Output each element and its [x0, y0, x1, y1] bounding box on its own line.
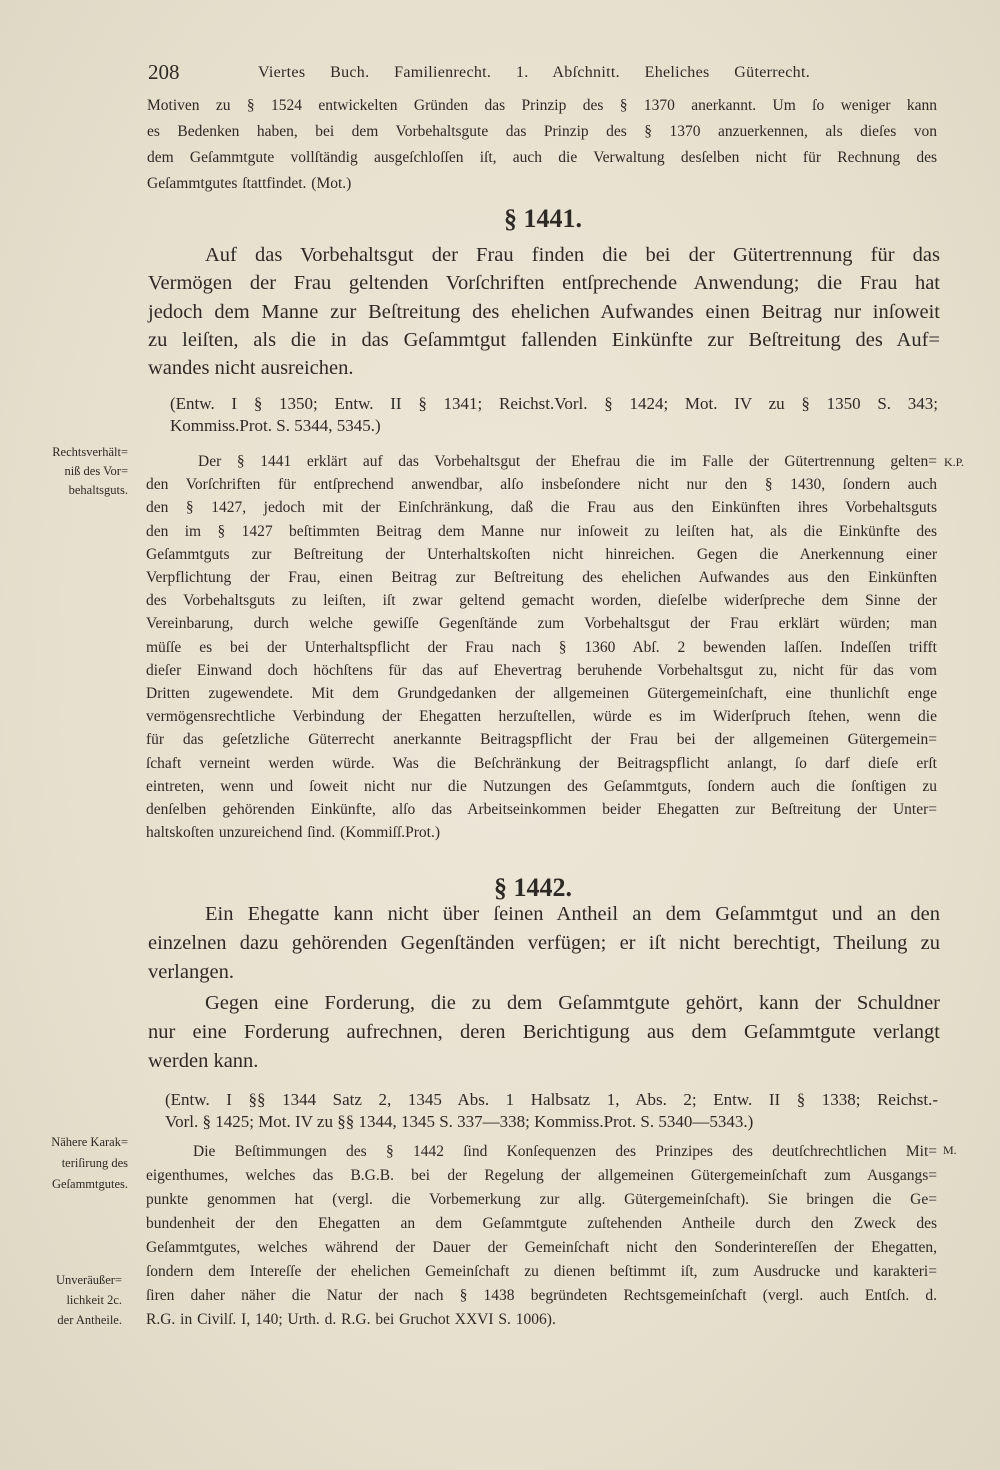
margin-note-karakterisirung	[24, 1132, 128, 1195]
statute-text-1442-paragraph-2	[148, 989, 940, 1076]
margin-note-line: Geſammtgutes.	[51, 1177, 128, 1191]
commentary-line: eintreten, wenn und ſoweit nicht nur die Nutzungen des Geſammtguts, ſondern auch die ſonſtigen zu	[146, 777, 937, 795]
statute-text-1442-paragraph-1	[148, 900, 940, 987]
section-heading-1441: § 1441.	[504, 204, 582, 233]
margin-note-line: niß des Vor=	[64, 464, 128, 478]
intro-paragraph	[147, 93, 937, 197]
commentary-line: für das geſetzliche Güterrecht anerkannte Beitragspflicht der Frau bei der allgemeinen Gütergemein=	[146, 731, 937, 749]
intro-line: es Bedenken haben, bei dem Vorbehaltsgute das Prinzip des § 1370 anzuerkennen, als dieſes von	[147, 123, 937, 140]
statute-line: wandes nicht ausreichen.	[148, 357, 354, 380]
commentary-line: den im § 1427 beſtimmten Beitrag dem Manne nur inſoweit zu leiſten hat, als die Einkünfte des	[146, 522, 937, 540]
statute-line: werden kann.	[148, 1050, 259, 1072]
statute-line: nur eine Forderung aufrechnen, deren Berichtigung aus dem Geſammtgute verlangt	[148, 1021, 940, 1043]
statute-text-1441	[148, 241, 940, 382]
statute-line: einzelnen dazu gehörenden Gegenſtänden verfügen; er iſt nicht berechtigt, Theilung zu	[148, 932, 940, 954]
intro-line: Motiven zu § 1524 entwickelten Gründen das Prinzip des § 1370 anerkannt. Um ſo weniger kann	[147, 97, 937, 114]
commentary-line: den Vorſchriften für entſprechend anwendbar, alſo insbeſondere nicht nur den § 1430, ſondern auch	[146, 476, 937, 494]
margin-note-line: behaltsguts.	[68, 483, 128, 497]
citation-line: Kommiss.Prot. S. 5344, 5345.)	[170, 416, 381, 435]
commentary-line: vermögensrechtliche Verbindung der Ehegatten herzuſtellen, würde es im Widerſpruch ſtehen, wenn die	[146, 708, 937, 726]
statute-line: zu leiſten, als die in das Geſammtgut fallenden Einkünfte zur Beſtreitung des Auf=	[148, 328, 940, 351]
commentary-line: punkte genommen hat (vergl. die Vorbemerkung zur allg. Gütergemeinſchaft). Sie bringen die Ge=	[146, 1191, 937, 1208]
citation-1442	[165, 1089, 938, 1133]
statute-line: Gegen eine Forderung, die zu dem Geſammtgute gehört, kann der Schuldner	[205, 992, 940, 1014]
page-number: 208	[148, 60, 180, 84]
commentary-1442	[146, 1140, 937, 1332]
margin-note-line: der Antheile.	[57, 1313, 122, 1327]
statute-line: jedoch dem Manne zur Beſtreitung des ehelichen Aufwandes einen Beitrag nur inſoweit	[148, 300, 940, 323]
statute-line: verlangen.	[148, 961, 234, 983]
margin-note-line: lichkeit 2c.	[66, 1293, 122, 1307]
commentary-line: R.G. in Civilſ. I, 140; Urth. d. R.G. bei Gruchot XXVI S. 1006).	[146, 1311, 556, 1328]
margin-note-rechtsverhaeltnis	[24, 443, 128, 500]
citation-line: Vorl. § 1425; Mot. IV zu §§ 1344, 1345 S. 337—338; Kommiss.Prot. S. 5340—5343.)	[165, 1112, 754, 1131]
statute-line: Ein Ehegatte kann nicht über ſeinen Antheil an dem Geſammtgut und an den	[205, 903, 940, 925]
commentary-line: Dritten zugewendete. Mit dem Grundgedanken der allgemeinen Gütergemeinſchaft, eine thunlichſt enge	[146, 685, 937, 703]
citation-line: (Entw. I § 1350; Entw. II § 1341; Reichst.Vorl. § 1424; Mot. IV zu § 1350 S. 343;	[170, 394, 938, 413]
commentary-line: Verpflichtung der Frau, einen Beitrag zur Beſtreitung des ehelichen Aufwandes aus den Einkünften	[146, 569, 937, 587]
margin-note-line: Rechtsverhält=	[52, 445, 128, 459]
intro-line: Geſammtgutes ſtattfindet. (Mot.)	[147, 175, 352, 192]
commentary-line: ſondern dem Intereſſe der ehelichen Gemeinſchaft zu dienen beſtimmt iſt, zum Ausdrucke und karakteri=	[146, 1263, 937, 1280]
side-mark-kp: K.P.	[944, 455, 965, 469]
intro-line: dem Geſammtgute vollſtändig ausgeſchloſſen iſt, auch die Verwaltung desſelben nicht für Rechnung des	[147, 149, 937, 166]
citation-line: (Entw. I §§ 1344 Satz 2, 1345 Abs. 1 Halbsatz 1, Abs. 2; Entw. II § 1338; Reichst.-	[165, 1090, 938, 1109]
side-mark-m: M.	[943, 1143, 957, 1157]
margin-note-line: teriſirung des	[61, 1156, 128, 1170]
commentary-line: Die Beſtimmungen des § 1442 ſind Konſequenzen des Prinzipes des deutſchrechtlichen Mit=	[193, 1143, 937, 1160]
commentary-line: Geſammtgutes, welches während der Dauer der Gemeinſchaft nicht den Sonderintereſſen der Ehegatten,	[146, 1239, 937, 1256]
margin-note-line: Nähere Karak=	[51, 1135, 128, 1149]
margin-note-unveraeusserlichkeit	[24, 1270, 122, 1330]
running-head-title: Viertes Buch. Familienrecht. 1. Abſchnitt. Eheliches Güterrecht.	[258, 64, 810, 81]
section-heading-1442: § 1442.	[494, 873, 572, 902]
commentary-line: Der § 1441 erklärt auf das Vorbehaltsgut der Ehefrau die im Falle der Gütertrennung gelten=	[198, 453, 937, 470]
commentary-line: ſiren daher näher die Natur der nach § 1438 begründeten Rechtsgemeinſchaft (vergl. auch Entſch. d.	[146, 1287, 937, 1304]
commentary-line: eigenthumes, welches das B.G.B. bei der Regelung der allgemeinen Gütergemeinſchaft zum Ausgangs=	[146, 1167, 937, 1184]
commentary-line: denſelben gehörenden Einkünfte, alſo das Arbeitseinkommen beider Ehegatten zur Beſtreitung der Unter=	[146, 801, 937, 819]
commentary-line: Vereinbarung, durch welche gewiſſe Gegenſtände zum Vorbehaltsgut der Frau erklärt würden; man	[146, 615, 937, 633]
commentary-line: Geſammtguts zur Beſtreitung der Unterhaltskoſten nicht hinreichen. Gegen die Anerkennung einer	[146, 545, 937, 563]
statute-line: Auf das Vorbehaltsgut der Frau finden die bei der Gütertrennung für das	[205, 244, 940, 266]
commentary-line: haltskoſten unzureichend ſind. (Kommiſſ.Prot.)	[146, 824, 441, 842]
commentary-line: ſchaft verneint werden würde. Was die Beſchränkung der Beitragspflicht anlangt, ſo darf dieſe erſt	[146, 754, 937, 772]
statute-line: Vermögen der Frau geltenden Vorſchriften entſprechende Anwendung; die Frau hat	[148, 272, 940, 295]
commentary-1441	[146, 450, 937, 844]
commentary-line: des Vorbehaltsguts zu leiſten, iſt zwar geltend gemacht worden, dieſelbe widerſpreche dem Sinne der	[146, 592, 937, 610]
commentary-line: den § 1427, jedoch mit der Einſchränkung, daß die Frau aus den Einkünften ihres Vorbehaltsguts	[146, 499, 937, 517]
commentary-line: dieſer Einwand doch höchſtens für das auf Ehevertrag beruhende Vorbehaltsgut zu, nicht für das vom	[146, 661, 937, 679]
commentary-line: bundenheit der den Ehegatten an dem Geſammtgute zuſtehenden Antheile durch den Zweck des	[146, 1215, 937, 1232]
commentary-line: müſſe es bei der Unterhaltspflicht der Frau nach § 1360 Abſ. 2 bewenden laſſen. Indeſſen trifft	[146, 638, 937, 656]
citation-1441	[170, 393, 938, 437]
margin-note-line: Unveräußer=	[55, 1273, 122, 1287]
